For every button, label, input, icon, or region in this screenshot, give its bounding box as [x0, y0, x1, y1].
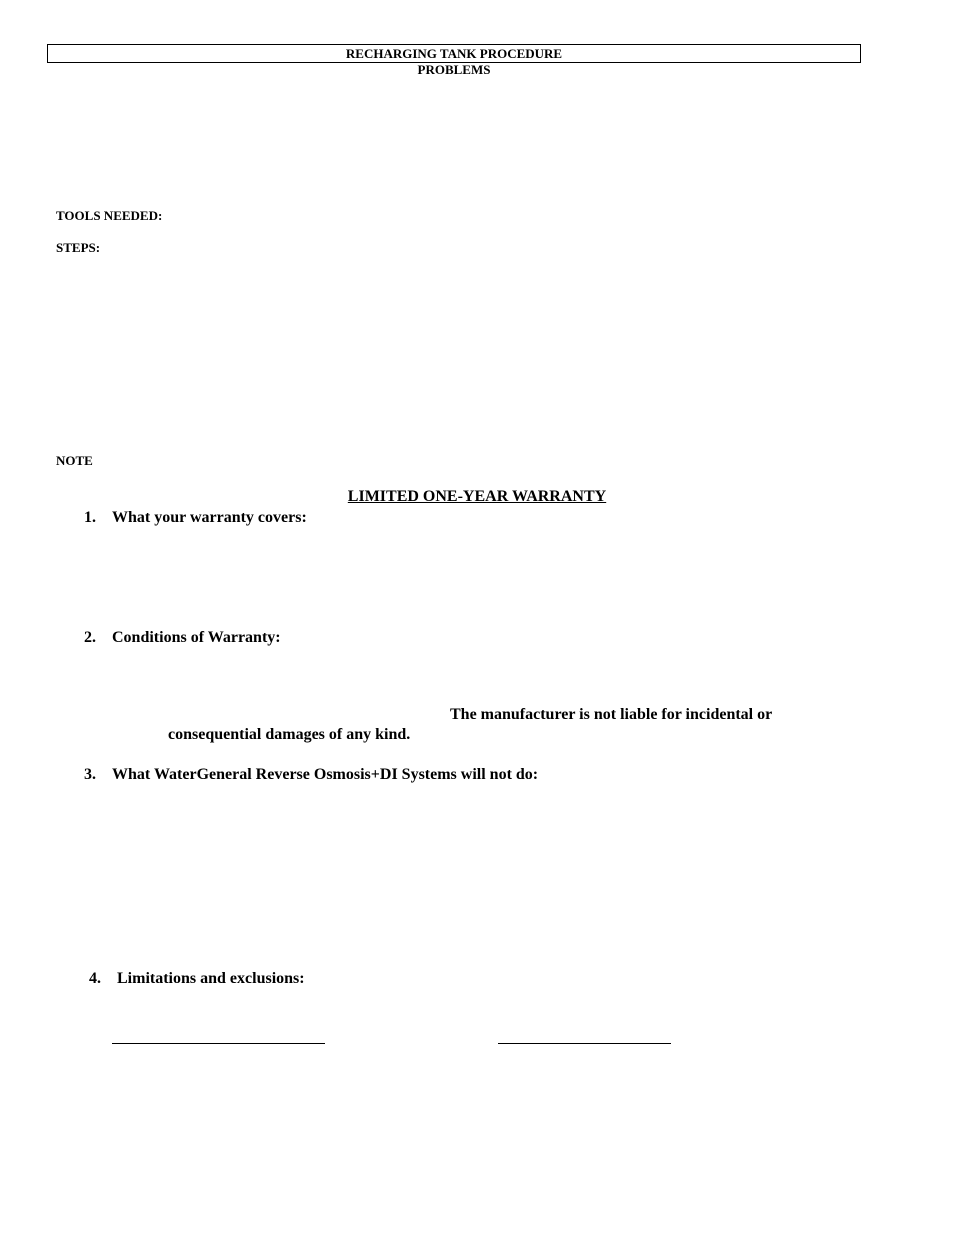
- section-number: 2.: [84, 629, 96, 646]
- section-number: 4.: [89, 970, 101, 987]
- steps-label: STEPS:: [56, 240, 101, 255]
- signature-line: [112, 1043, 325, 1044]
- warranty-section-3: [84, 766, 538, 784]
- problems-heading: PROBLEMS: [417, 62, 491, 77]
- date-line: [498, 1043, 671, 1044]
- warranty-section-1: [84, 509, 307, 527]
- header-box: [47, 44, 861, 63]
- section-heading: What WaterGeneral Reverse Osmosis+DI Systems will not do:: [112, 766, 539, 783]
- section-heading: What your warranty covers:: [112, 509, 307, 526]
- warranty-title-text: LIMITED ONE-YEAR WARRANTY: [347, 488, 607, 505]
- section-number: 3.: [84, 766, 96, 783]
- page-title: RECHARGING TANK PROCEDURE: [345, 46, 563, 61]
- liability-line-2: consequential damages of any kind.: [168, 726, 411, 743]
- warranty-title: [0, 488, 954, 506]
- section-heading: Conditions of Warranty:: [112, 629, 281, 646]
- warranty-section-2: [84, 629, 281, 647]
- section-heading: Limitations and exclusions:: [117, 970, 305, 987]
- liability-line-1: The manufacturer is not liable for incidental or: [450, 706, 773, 723]
- section-number: 1.: [84, 509, 96, 526]
- tools-needed-label: TOOLS NEEDED:: [56, 208, 163, 223]
- warranty-section-4: [89, 970, 305, 988]
- note-label: NOTE: [56, 453, 93, 468]
